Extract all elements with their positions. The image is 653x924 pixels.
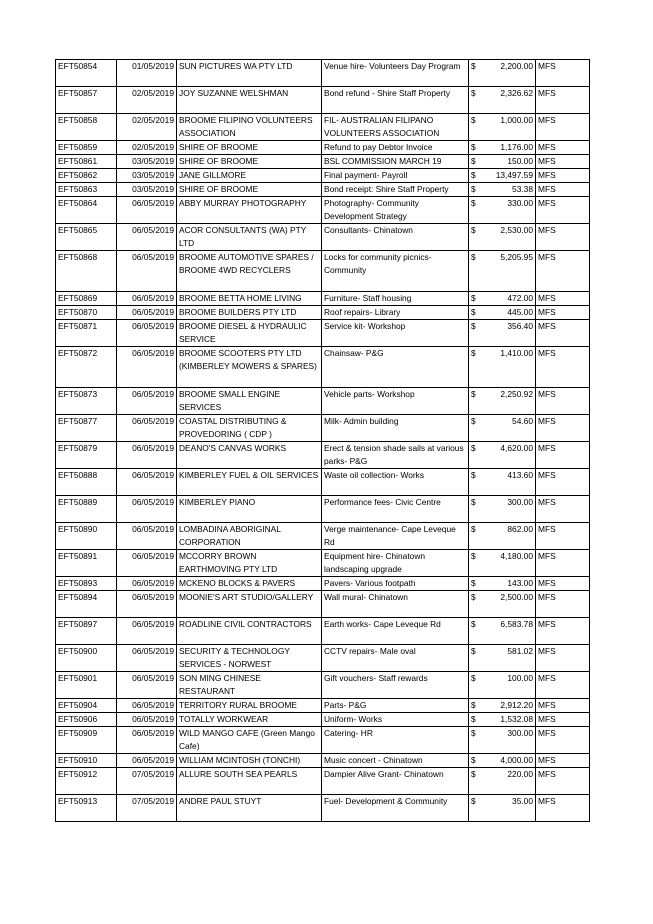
table-row: [56, 768, 590, 795]
currency-symbol-cell: $: [469, 591, 478, 618]
table-row: [56, 306, 590, 320]
currency-symbol-cell: $: [469, 320, 478, 347]
payee-cell: BROOME FILIPINO VOLUNTEERS ASSOCIATION: [177, 114, 322, 141]
amount-cell: 1,410.00: [478, 347, 536, 388]
fund-code-cell: MFS: [536, 496, 590, 523]
amount-cell: 4,620.00: [478, 442, 536, 469]
description-cell: Photography- Community Development Strategy: [322, 197, 469, 224]
payee-cell: BROOME DIESEL & HYDRAULIC SERVICE: [177, 320, 322, 347]
table-row: [56, 618, 590, 645]
payee-cell: ABBY MURRAY PHOTOGRAPHY: [177, 197, 322, 224]
fund-code-cell: MFS: [536, 469, 590, 496]
description-cell: Earth works- Cape Leveque Rd: [322, 618, 469, 645]
payment-date-cell: 02/05/2019: [117, 87, 177, 114]
payee-cell: BROOME SCOOTERS PTY LTD (KIMBERLEY MOWERS & SPARES): [177, 347, 322, 388]
amount-cell: 4,000.00: [478, 754, 536, 768]
description-cell: Vehicle parts- Workshop: [322, 388, 469, 415]
amount-cell: 4,180.00: [478, 550, 536, 577]
payment-date-cell: 06/05/2019: [117, 699, 177, 713]
payment-date-cell: 06/05/2019: [117, 523, 177, 550]
fund-code-cell: MFS: [536, 795, 590, 822]
description-cell: Refund to pay Debtor Invoice: [322, 141, 469, 155]
payment-ref-cell: EFT50873: [56, 388, 117, 415]
payment-date-cell: 06/05/2019: [117, 320, 177, 347]
payment-ref-cell: EFT50868: [56, 251, 117, 292]
currency-symbol-cell: $: [469, 523, 478, 550]
currency-symbol-cell: $: [469, 415, 478, 442]
table-row: [56, 197, 590, 224]
table-row: [56, 87, 590, 114]
description-cell: Service kit- Workshop: [322, 320, 469, 347]
payment-ref-cell: EFT50889: [56, 496, 117, 523]
amount-cell: 1,176.00: [478, 141, 536, 155]
fund-code-cell: MFS: [536, 415, 590, 442]
description-cell: Locks for community picnics- Community: [322, 251, 469, 292]
amount-cell: 1,000.00: [478, 114, 536, 141]
currency-symbol-cell: $: [469, 754, 478, 768]
amount-cell: 472.00: [478, 292, 536, 306]
payment-date-cell: 06/05/2019: [117, 292, 177, 306]
table-row: [56, 347, 590, 388]
table-row: [56, 645, 590, 672]
table-row: [56, 523, 590, 550]
fund-code-cell: MFS: [536, 672, 590, 699]
fund-code-cell: MFS: [536, 727, 590, 754]
payments-table-body: [56, 60, 590, 822]
fund-code-cell: MFS: [536, 224, 590, 251]
amount-cell: 413.60: [478, 469, 536, 496]
payment-ref-cell: EFT50901: [56, 672, 117, 699]
amount-cell: 330.00: [478, 197, 536, 224]
description-cell: Furniture- Staff housing: [322, 292, 469, 306]
fund-code-cell: MFS: [536, 523, 590, 550]
payee-cell: WILLIAM MCINTOSH (TONCHI): [177, 754, 322, 768]
amount-cell: 581.02: [478, 645, 536, 672]
payment-ref-cell: EFT50906: [56, 713, 117, 727]
table-row: [56, 795, 590, 822]
currency-symbol-cell: $: [469, 795, 478, 822]
table-row: [56, 754, 590, 768]
amount-cell: 2,326.62: [478, 87, 536, 114]
payment-ref-cell: EFT50900: [56, 645, 117, 672]
currency-symbol-cell: $: [469, 60, 478, 87]
description-cell: FIL- AUSTRALIAN FILIPANO VOLUNTEERS ASSOCIATION: [322, 114, 469, 141]
fund-code-cell: MFS: [536, 347, 590, 388]
table-row: [56, 699, 590, 713]
payment-ref-cell: EFT50893: [56, 577, 117, 591]
payment-date-cell: 03/05/2019: [117, 169, 177, 183]
payment-date-cell: 06/05/2019: [117, 672, 177, 699]
payment-date-cell: 06/05/2019: [117, 197, 177, 224]
fund-code-cell: MFS: [536, 320, 590, 347]
payment-date-cell: 06/05/2019: [117, 496, 177, 523]
payee-cell: COASTAL DISTRIBUTING & PROVEDORING ( CDP ): [177, 415, 322, 442]
payment-date-cell: 06/05/2019: [117, 224, 177, 251]
payment-date-cell: 06/05/2019: [117, 415, 177, 442]
currency-symbol-cell: $: [469, 183, 478, 197]
description-cell: Verge maintenance- Cape Leveque Rd: [322, 523, 469, 550]
amount-cell: 53.38: [478, 183, 536, 197]
payee-cell: DEANO'S CANVAS WORKS: [177, 442, 322, 469]
table-row: [56, 577, 590, 591]
description-cell: Roof repairs- Library: [322, 306, 469, 320]
payment-ref-cell: EFT50861: [56, 155, 117, 169]
table-row: [56, 727, 590, 754]
table-row: [56, 415, 590, 442]
description-cell: Waste oil collection- Works: [322, 469, 469, 496]
payment-date-cell: 06/05/2019: [117, 306, 177, 320]
description-cell: Final payment- Payroll: [322, 169, 469, 183]
description-cell: Equipment hire- Chinatown landscaping upgrade: [322, 550, 469, 577]
fund-code-cell: MFS: [536, 713, 590, 727]
currency-symbol-cell: $: [469, 141, 478, 155]
fund-code-cell: MFS: [536, 388, 590, 415]
fund-code-cell: MFS: [536, 699, 590, 713]
table-row: [56, 320, 590, 347]
description-cell: Uniform- Works: [322, 713, 469, 727]
fund-code-cell: MFS: [536, 197, 590, 224]
payment-ref-cell: EFT50854: [56, 60, 117, 87]
payment-date-cell: 03/05/2019: [117, 183, 177, 197]
amount-cell: 13,497.59: [478, 169, 536, 183]
table-row: [56, 251, 590, 292]
currency-symbol-cell: $: [469, 727, 478, 754]
description-cell: Catering- HR: [322, 727, 469, 754]
payee-cell: SECURITY & TECHNOLOGY SERVICES - NORWEST: [177, 645, 322, 672]
payee-cell: ALLURE SOUTH SEA PEARLS: [177, 768, 322, 795]
payee-cell: MOONIE'S ART STUDIO/GALLERY: [177, 591, 322, 618]
table-row: [56, 114, 590, 141]
table-row: [56, 141, 590, 155]
currency-symbol-cell: $: [469, 496, 478, 523]
amount-cell: 862.00: [478, 523, 536, 550]
currency-symbol-cell: $: [469, 768, 478, 795]
fund-code-cell: MFS: [536, 754, 590, 768]
description-cell: Fuel- Development & Community: [322, 795, 469, 822]
payee-cell: JOY SUZANNE WELSHMAN: [177, 87, 322, 114]
payment-ref-cell: EFT50894: [56, 591, 117, 618]
payee-cell: LOMBADINA ABORIGINAL CORPORATION: [177, 523, 322, 550]
payment-date-cell: 06/05/2019: [117, 754, 177, 768]
currency-symbol-cell: $: [469, 306, 478, 320]
currency-symbol-cell: $: [469, 155, 478, 169]
table-row: [56, 591, 590, 618]
payee-cell: JANE GILLMORE: [177, 169, 322, 183]
payee-cell: BROOME AUTOMOTIVE SPARES / BROOME 4WD RECYCLERS: [177, 251, 322, 292]
amount-cell: 35.00: [478, 795, 536, 822]
description-cell: Dampier Alive Grant- Chinatown: [322, 768, 469, 795]
fund-code-cell: MFS: [536, 591, 590, 618]
currency-symbol-cell: $: [469, 672, 478, 699]
payment-ref-cell: EFT50888: [56, 469, 117, 496]
fund-code-cell: MFS: [536, 155, 590, 169]
description-cell: Milk- Admin building: [322, 415, 469, 442]
payee-cell: ANDRE PAUL STUYT: [177, 795, 322, 822]
payment-date-cell: 06/05/2019: [117, 388, 177, 415]
currency-symbol-cell: $: [469, 251, 478, 292]
payment-ref-cell: EFT50897: [56, 618, 117, 645]
payee-cell: SHIRE OF BROOME: [177, 141, 322, 155]
table-row: [56, 183, 590, 197]
description-cell: Consultants- Chinatown: [322, 224, 469, 251]
payment-date-cell: 06/05/2019: [117, 727, 177, 754]
amount-cell: 100.00: [478, 672, 536, 699]
fund-code-cell: MFS: [536, 645, 590, 672]
currency-symbol-cell: $: [469, 618, 478, 645]
table-row: [56, 713, 590, 727]
payment-date-cell: 06/05/2019: [117, 251, 177, 292]
amount-cell: 300.00: [478, 727, 536, 754]
payee-cell: ACOR CONSULTANTS (WA) PTY LTD: [177, 224, 322, 251]
amount-cell: 2,912.20: [478, 699, 536, 713]
payee-cell: TOTALLY WORKWEAR: [177, 713, 322, 727]
fund-code-cell: MFS: [536, 768, 590, 795]
payment-ref-cell: EFT50913: [56, 795, 117, 822]
currency-symbol-cell: $: [469, 87, 478, 114]
fund-code-cell: MFS: [536, 183, 590, 197]
fund-code-cell: MFS: [536, 60, 590, 87]
currency-symbol-cell: $: [469, 442, 478, 469]
currency-symbol-cell: $: [469, 169, 478, 183]
fund-code-cell: MFS: [536, 618, 590, 645]
payee-cell: SHIRE OF BROOME: [177, 155, 322, 169]
fund-code-cell: MFS: [536, 292, 590, 306]
amount-cell: 300.00: [478, 496, 536, 523]
description-cell: Erect & tension shade sails at various parks- P&G: [322, 442, 469, 469]
payment-ref-cell: EFT50891: [56, 550, 117, 577]
payments-table-container: [55, 59, 589, 822]
amount-cell: 5,205.95: [478, 251, 536, 292]
amount-cell: 54.60: [478, 415, 536, 442]
table-row: [56, 155, 590, 169]
description-cell: Venue hire- Volunteers Day Program: [322, 60, 469, 87]
payee-cell: WILD MANGO CAFE (Green Mango Cafe): [177, 727, 322, 754]
payment-ref-cell: EFT50904: [56, 699, 117, 713]
fund-code-cell: MFS: [536, 169, 590, 183]
payment-ref-cell: EFT50912: [56, 768, 117, 795]
payee-cell: MCKENO BLOCKS & PAVERS: [177, 577, 322, 591]
table-row: [56, 550, 590, 577]
payment-ref-cell: EFT50909: [56, 727, 117, 754]
payee-cell: BROOME BETTA HOME LIVING: [177, 292, 322, 306]
payment-date-cell: 06/05/2019: [117, 347, 177, 388]
payment-ref-cell: EFT50865: [56, 224, 117, 251]
payee-cell: MCCORRY BROWN EARTHMOVING PTY LTD: [177, 550, 322, 577]
amount-cell: 2,200.00: [478, 60, 536, 87]
payment-ref-cell: EFT50858: [56, 114, 117, 141]
amount-cell: 2,250.92: [478, 388, 536, 415]
payee-cell: SHIRE OF BROOME: [177, 183, 322, 197]
currency-symbol-cell: $: [469, 713, 478, 727]
description-cell: Bond receipt: Shire Staff Property: [322, 183, 469, 197]
description-cell: Gift vouchers- Staff rewards: [322, 672, 469, 699]
currency-symbol-cell: $: [469, 347, 478, 388]
payment-ref-cell: EFT50869: [56, 292, 117, 306]
currency-symbol-cell: $: [469, 645, 478, 672]
table-row: [56, 60, 590, 87]
payment-ref-cell: EFT50862: [56, 169, 117, 183]
currency-symbol-cell: $: [469, 224, 478, 251]
currency-symbol-cell: $: [469, 577, 478, 591]
payment-date-cell: 02/05/2019: [117, 141, 177, 155]
payee-cell: BROOME BUILDERS PTY LTD: [177, 306, 322, 320]
payment-date-cell: 06/05/2019: [117, 713, 177, 727]
amount-cell: 2,500.00: [478, 591, 536, 618]
payment-ref-cell: EFT50859: [56, 141, 117, 155]
payee-cell: BROOME SMALL ENGINE SERVICES: [177, 388, 322, 415]
currency-symbol-cell: $: [469, 550, 478, 577]
description-cell: Music concert - Chinatown: [322, 754, 469, 768]
description-cell: CCTV repairs- Male oval: [322, 645, 469, 672]
payee-cell: SON MING CHINESE RESTAURANT: [177, 672, 322, 699]
payment-date-cell: 01/05/2019: [117, 60, 177, 87]
payment-date-cell: 06/05/2019: [117, 550, 177, 577]
payment-ref-cell: EFT50890: [56, 523, 117, 550]
payee-cell: TERRITORY RURAL BROOME: [177, 699, 322, 713]
payment-ref-cell: EFT50877: [56, 415, 117, 442]
fund-code-cell: MFS: [536, 251, 590, 292]
fund-code-cell: MFS: [536, 87, 590, 114]
description-cell: Pavers- Various footpath: [322, 577, 469, 591]
payment-ref-cell: EFT50879: [56, 442, 117, 469]
currency-symbol-cell: $: [469, 197, 478, 224]
payee-cell: KIMBERLEY FUEL & OIL SERVICES: [177, 469, 322, 496]
payment-date-cell: 06/05/2019: [117, 577, 177, 591]
payee-cell: ROADLINE CIVIL CONTRACTORS: [177, 618, 322, 645]
amount-cell: 2,530.00: [478, 224, 536, 251]
fund-code-cell: MFS: [536, 550, 590, 577]
payment-ref-cell: EFT50870: [56, 306, 117, 320]
payment-ref-cell: EFT50872: [56, 347, 117, 388]
description-cell: Wall mural- Chinatown: [322, 591, 469, 618]
payment-date-cell: 07/05/2019: [117, 768, 177, 795]
table-row: [56, 442, 590, 469]
fund-code-cell: MFS: [536, 442, 590, 469]
currency-symbol-cell: $: [469, 292, 478, 306]
payment-date-cell: 06/05/2019: [117, 645, 177, 672]
currency-symbol-cell: $: [469, 388, 478, 415]
payment-ref-cell: EFT50910: [56, 754, 117, 768]
fund-code-cell: MFS: [536, 141, 590, 155]
payments-table: [55, 59, 590, 822]
table-row: [56, 388, 590, 415]
description-cell: BSL COMMISSION MARCH 19: [322, 155, 469, 169]
amount-cell: 150.00: [478, 155, 536, 169]
payment-date-cell: 07/05/2019: [117, 795, 177, 822]
payee-cell: KIMBERLEY PIANO: [177, 496, 322, 523]
payment-ref-cell: EFT50864: [56, 197, 117, 224]
amount-cell: 6,583.78: [478, 618, 536, 645]
amount-cell: 1,532.08: [478, 713, 536, 727]
table-row: [56, 469, 590, 496]
currency-symbol-cell: $: [469, 114, 478, 141]
payment-date-cell: 06/05/2019: [117, 591, 177, 618]
payment-ref-cell: EFT50857: [56, 87, 117, 114]
payment-ref-cell: EFT50863: [56, 183, 117, 197]
payment-date-cell: 06/05/2019: [117, 618, 177, 645]
table-row: [56, 224, 590, 251]
fund-code-cell: MFS: [536, 114, 590, 141]
amount-cell: 220.00: [478, 768, 536, 795]
payee-cell: SUN PICTURES WA PTY LTD: [177, 60, 322, 87]
description-cell: Chainsaw- P&G: [322, 347, 469, 388]
description-cell: Bond refund - Shire Staff Property: [322, 87, 469, 114]
table-row: [56, 292, 590, 306]
fund-code-cell: MFS: [536, 577, 590, 591]
payment-date-cell: 06/05/2019: [117, 442, 177, 469]
amount-cell: 356.40: [478, 320, 536, 347]
description-cell: Performance fees- Civic Centre: [322, 496, 469, 523]
table-row: [56, 169, 590, 183]
payment-date-cell: 06/05/2019: [117, 469, 177, 496]
amount-cell: 445.00: [478, 306, 536, 320]
description-cell: Parts- P&G: [322, 699, 469, 713]
currency-symbol-cell: $: [469, 469, 478, 496]
table-row: [56, 496, 590, 523]
payment-date-cell: 02/05/2019: [117, 114, 177, 141]
fund-code-cell: MFS: [536, 306, 590, 320]
table-row: [56, 672, 590, 699]
payment-date-cell: 03/05/2019: [117, 155, 177, 169]
payment-ref-cell: EFT50871: [56, 320, 117, 347]
amount-cell: 143.00: [478, 577, 536, 591]
currency-symbol-cell: $: [469, 699, 478, 713]
